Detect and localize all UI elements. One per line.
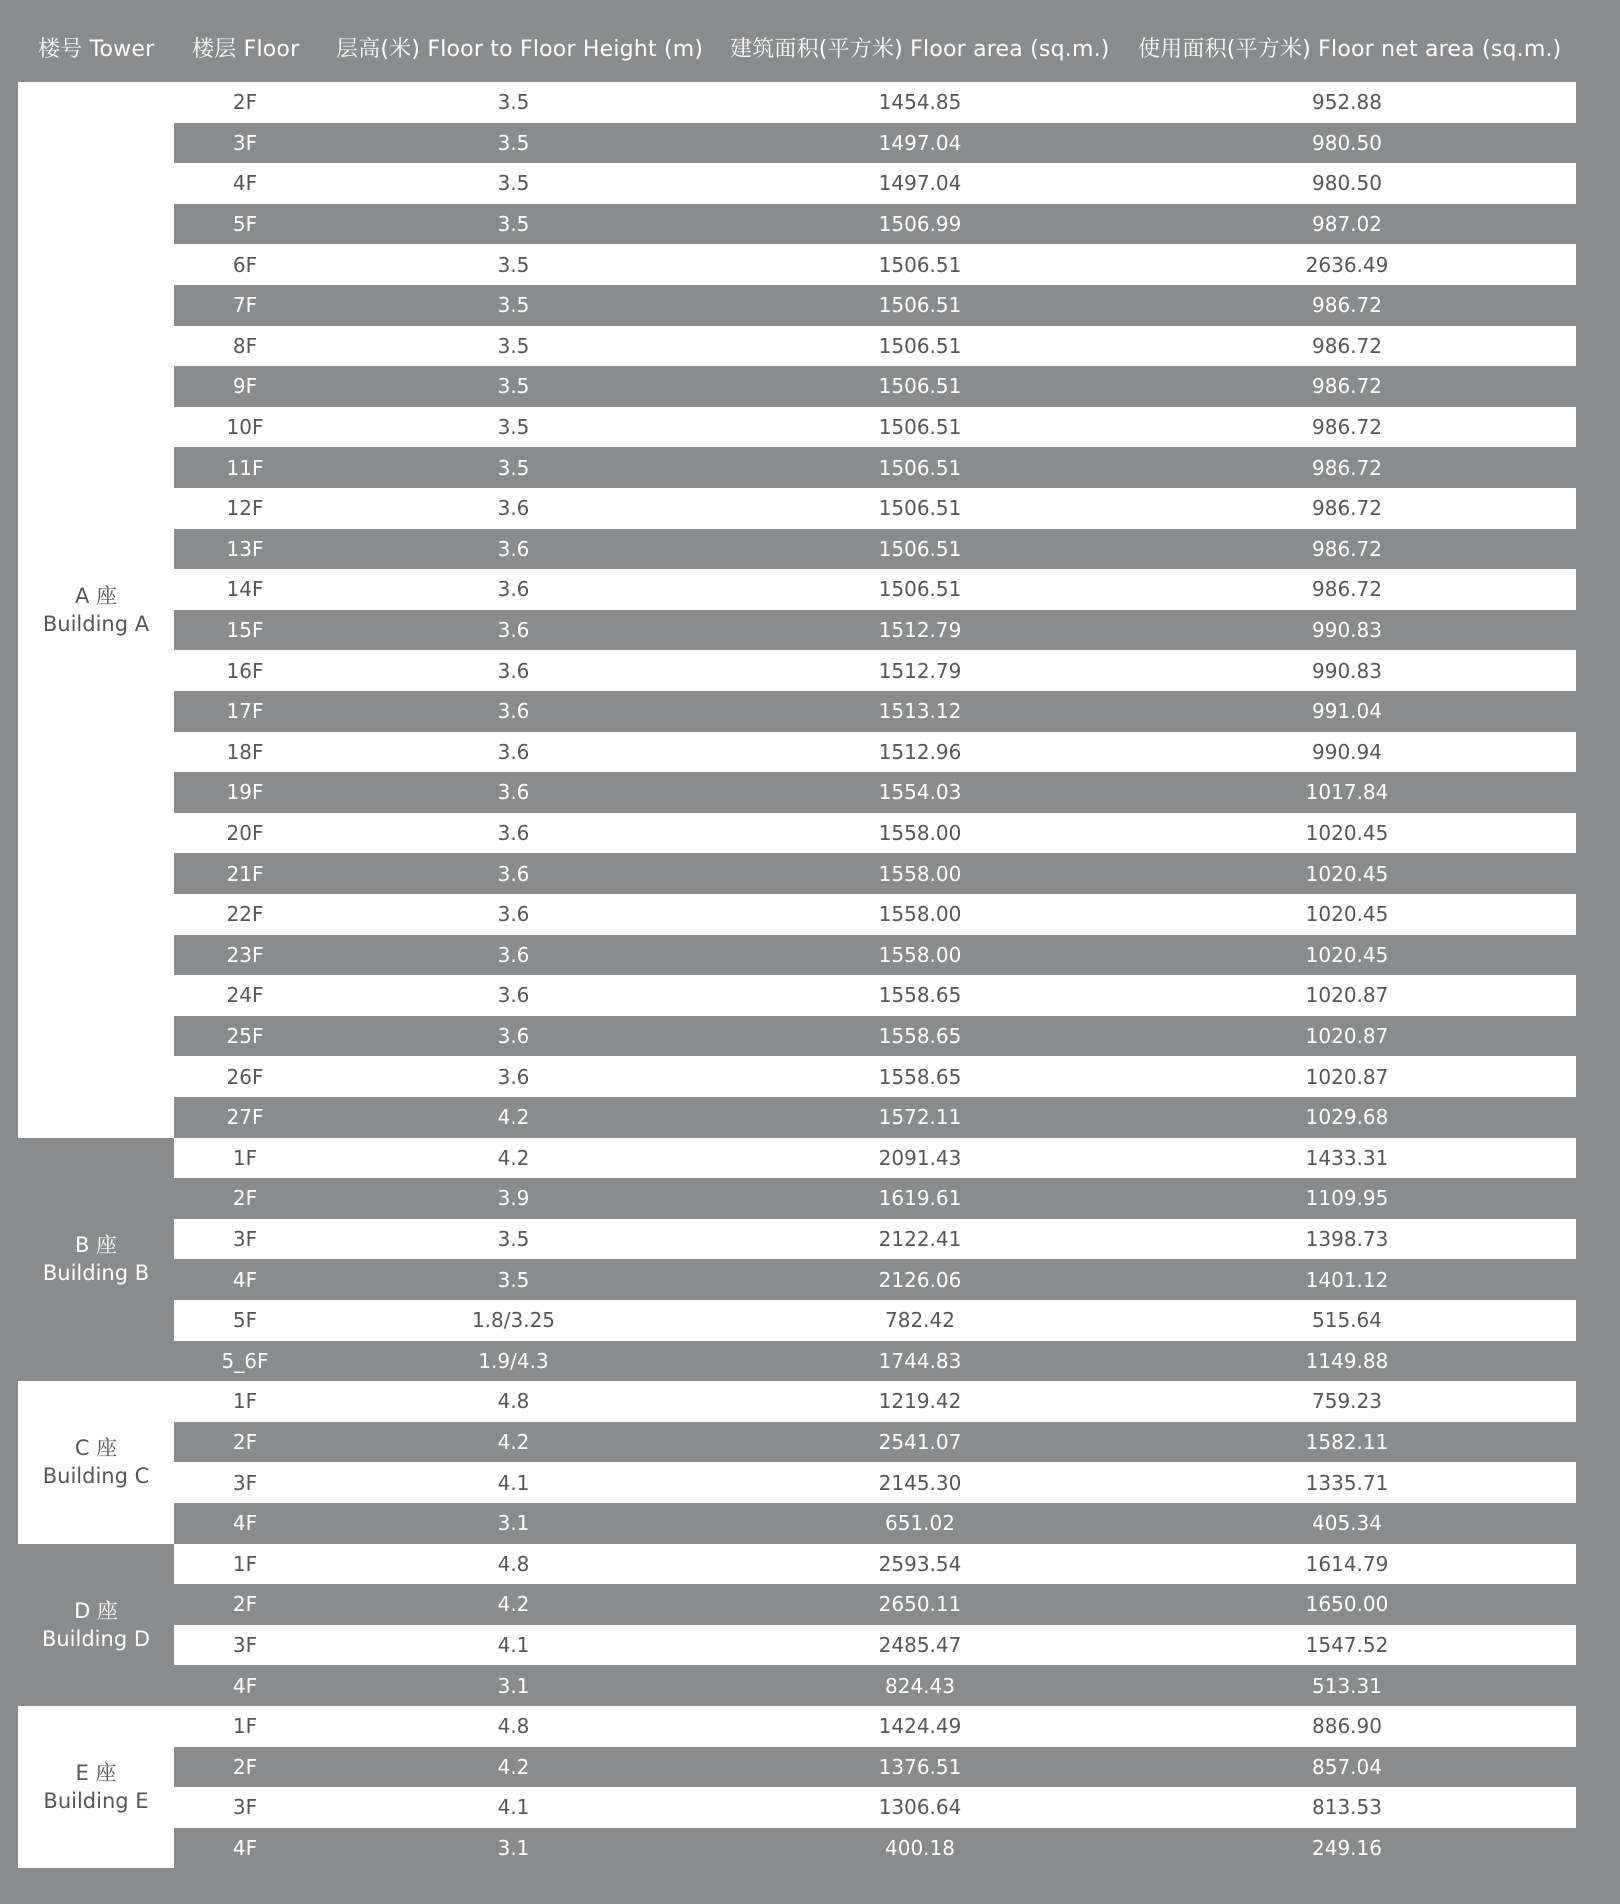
table-row	[0, 813, 1620, 854]
cell-height: 3.5	[497, 130, 530, 155]
table-row	[0, 1625, 1620, 1666]
cell-floor: 1F	[232, 1551, 258, 1576]
cell-area: 824.43	[885, 1673, 955, 1698]
cell-area: 1454.85	[878, 90, 962, 115]
cell-floor: 10F	[226, 415, 264, 440]
table-row	[0, 1503, 1620, 1544]
cell-height: 4.1	[497, 1795, 530, 1820]
table-row	[0, 610, 1620, 651]
cell-height: 3.6	[497, 496, 530, 521]
table-row	[0, 732, 1620, 773]
table-row	[0, 1706, 1620, 1747]
table-row	[0, 366, 1620, 407]
cell-height: 3.6	[497, 699, 530, 724]
table-row	[0, 1544, 1620, 1585]
table-row	[0, 447, 1620, 488]
table-row	[0, 1138, 1620, 1179]
cell-height: 3.6	[497, 577, 530, 602]
cell-area: 1506.51	[878, 415, 962, 440]
cell-floor: 3F	[232, 130, 258, 155]
cell-area: 1506.51	[878, 293, 962, 318]
tower-name-en: Building E	[43, 1789, 149, 1814]
cell-net: 986.72	[1312, 293, 1382, 318]
cell-floor: 4F	[232, 1673, 258, 1698]
cell-height: 3.6	[497, 902, 530, 927]
cell-area: 1506.51	[878, 333, 962, 358]
table-row	[0, 691, 1620, 732]
tower-cell	[18, 1544, 174, 1706]
table-row	[0, 1056, 1620, 1097]
cell-net: 1020.87	[1305, 1064, 1389, 1089]
cell-net: 1020.45	[1305, 821, 1389, 846]
cell-floor: 7F	[232, 293, 258, 318]
cell-floor: 15F	[226, 618, 264, 643]
table-row	[0, 772, 1620, 813]
cell-net: 1020.45	[1305, 902, 1389, 927]
cell-area: 2650.11	[878, 1592, 962, 1617]
cell-area: 1506.51	[878, 252, 962, 277]
cell-height: 3.1	[497, 1511, 530, 1536]
cell-height: 4.1	[497, 1470, 530, 1495]
header-floor-area: 建筑面积(平方米) Floor area (sq.m.)	[730, 37, 1110, 62]
cell-height: 3.5	[497, 252, 530, 277]
tower-name-en: Building B	[42, 1261, 150, 1286]
cell-height: 4.2	[497, 1592, 530, 1617]
cell-floor: 2F	[232, 1186, 258, 1211]
table-row	[0, 1787, 1620, 1828]
table-row	[0, 935, 1620, 976]
cell-net: 813.53	[1312, 1795, 1382, 1820]
cell-area: 2485.47	[878, 1633, 962, 1658]
cell-height: 1.8/3.25	[471, 1308, 556, 1333]
cell-height: 3.5	[497, 212, 530, 237]
cell-area: 1512.79	[878, 618, 962, 643]
cell-floor: 5F	[232, 212, 258, 237]
cell-net: 1020.87	[1305, 1024, 1389, 1049]
cell-net: 986.72	[1312, 577, 1382, 602]
cell-height: 3.6	[497, 618, 530, 643]
table-header	[0, 0, 1620, 82]
cell-floor: 22F	[226, 902, 264, 927]
header-height: 层高(米) Floor to Floor Height (m)	[336, 37, 704, 62]
cell-net: 991.04	[1312, 699, 1382, 724]
cell-area: 1506.51	[878, 374, 962, 399]
table-row	[0, 1178, 1620, 1219]
cell-height: 3.5	[497, 171, 530, 196]
cell-net: 1614.79	[1305, 1551, 1389, 1576]
cell-area: 1558.00	[878, 902, 962, 927]
tower-name-cn: E 座	[75, 1761, 117, 1786]
cell-area: 1558.00	[878, 861, 962, 886]
table-row	[0, 1300, 1620, 1341]
cell-floor: 2F	[232, 90, 258, 115]
cell-height: 4.2	[497, 1430, 530, 1455]
cell-floor: 2F	[232, 1754, 258, 1779]
cell-net: 980.50	[1312, 171, 1382, 196]
cell-area: 782.42	[885, 1308, 955, 1333]
cell-net: 1401.12	[1305, 1267, 1389, 1292]
cell-height: 4.2	[497, 1105, 530, 1130]
cell-height: 3.6	[497, 739, 530, 764]
cell-area: 1497.04	[878, 130, 962, 155]
cell-area: 1572.11	[878, 1105, 962, 1130]
cell-floor: 4F	[232, 171, 258, 196]
cell-height: 3.6	[497, 1064, 530, 1089]
cell-net: 513.31	[1312, 1673, 1382, 1698]
cell-area: 1558.00	[878, 942, 962, 967]
cell-area: 2541.07	[878, 1430, 962, 1455]
cell-net: 2636.49	[1305, 252, 1389, 277]
cell-floor: 4F	[232, 1267, 258, 1292]
cell-net: 986.72	[1312, 333, 1382, 358]
cell-floor: 3F	[232, 1633, 258, 1658]
table-row	[0, 1097, 1620, 1138]
cell-height: 4.2	[497, 1754, 530, 1779]
cell-floor: 25F	[226, 1024, 264, 1049]
cell-floor: 11F	[226, 455, 264, 480]
tower-name-cn: A 座	[74, 583, 118, 608]
table-row	[0, 1665, 1620, 1706]
cell-area: 1558.65	[878, 983, 962, 1008]
cell-net: 986.72	[1312, 496, 1382, 521]
table-row	[0, 569, 1620, 610]
cell-net: 1582.11	[1305, 1430, 1389, 1455]
cell-area: 1744.83	[878, 1348, 962, 1373]
cell-area: 1497.04	[878, 171, 962, 196]
cell-area: 1306.64	[878, 1795, 962, 1820]
table-row	[0, 326, 1620, 367]
cell-height: 3.5	[497, 90, 530, 115]
cell-height: 3.5	[497, 415, 530, 440]
cell-height: 3.6	[497, 861, 530, 886]
cell-floor: 2F	[232, 1592, 258, 1617]
cell-net: 987.02	[1312, 212, 1382, 237]
cell-area: 1506.51	[878, 536, 962, 561]
cell-net: 986.72	[1312, 415, 1382, 440]
table-row	[0, 285, 1620, 326]
cell-floor: 18F	[226, 739, 264, 764]
table-row	[0, 1828, 1620, 1869]
table-row	[0, 1016, 1620, 1057]
cell-height: 3.5	[497, 1267, 530, 1292]
header-floor: 楼层 Floor	[192, 37, 300, 62]
cell-height: 4.2	[497, 1145, 530, 1170]
cell-floor: 13F	[226, 536, 264, 561]
table-row	[0, 1747, 1620, 1788]
cell-area: 1513.12	[878, 699, 962, 724]
cell-area: 1512.96	[878, 739, 962, 764]
cell-floor: 27F	[226, 1105, 264, 1130]
table-row	[0, 123, 1620, 164]
cell-height: 3.6	[497, 983, 530, 1008]
cell-net: 952.88	[1312, 90, 1382, 115]
cell-net: 1020.45	[1305, 861, 1389, 886]
table-row	[0, 1584, 1620, 1625]
cell-net: 1029.68	[1305, 1105, 1389, 1130]
cell-area: 651.02	[885, 1511, 955, 1536]
tower-name-cn: B 座	[74, 1233, 118, 1258]
cell-net: 986.72	[1312, 536, 1382, 561]
cell-floor: 3F	[232, 1470, 258, 1495]
cell-net: 1020.45	[1305, 942, 1389, 967]
cell-floor: 14F	[226, 577, 264, 602]
cell-area: 1376.51	[878, 1754, 962, 1779]
tower-cell	[18, 1706, 174, 1868]
cell-area: 1554.03	[878, 780, 962, 805]
cell-area: 2091.43	[878, 1145, 962, 1170]
cell-floor: 19F	[226, 780, 264, 805]
cell-height: 3.6	[497, 821, 530, 846]
cell-floor: 1F	[232, 1389, 258, 1414]
cell-net: 1017.84	[1305, 780, 1389, 805]
cell-area: 1424.49	[878, 1714, 962, 1739]
cell-floor: 1F	[232, 1145, 258, 1170]
cell-area: 1512.79	[878, 658, 962, 683]
cell-floor: 21F	[226, 861, 264, 886]
table-row	[0, 244, 1620, 285]
cell-area: 400.18	[885, 1836, 955, 1861]
cell-height: 3.6	[497, 942, 530, 967]
cell-height: 3.5	[497, 333, 530, 358]
tower-name-cn: D 座	[74, 1598, 118, 1623]
cell-net: 249.16	[1312, 1836, 1382, 1861]
cell-net: 405.34	[1312, 1511, 1382, 1536]
cell-floor: 12F	[226, 496, 264, 521]
cell-height: 4.1	[497, 1633, 530, 1658]
cell-area: 1506.51	[878, 496, 962, 521]
cell-floor: 8F	[232, 333, 258, 358]
cell-height: 3.5	[497, 293, 530, 318]
table-row	[0, 1341, 1620, 1382]
cell-net: 1547.52	[1305, 1633, 1389, 1658]
cell-net: 857.04	[1312, 1754, 1382, 1779]
cell-height: 3.6	[497, 536, 530, 561]
cell-height: 3.1	[497, 1673, 530, 1698]
cell-area: 2122.41	[878, 1227, 962, 1252]
cell-floor: 4F	[232, 1836, 258, 1861]
table-row	[0, 650, 1620, 691]
cell-height: 1.9/4.3	[478, 1348, 549, 1373]
tower-cell	[18, 1138, 174, 1382]
cell-height: 3.5	[497, 1227, 530, 1252]
cell-area: 1506.51	[878, 455, 962, 480]
cell-floor: 3F	[232, 1795, 258, 1820]
table-row	[0, 1259, 1620, 1300]
header-net-area: 使用面积(平方米) Floor net area (sq.m.)	[1138, 37, 1562, 62]
cell-floor: 17F	[226, 699, 264, 724]
cell-height: 3.1	[497, 1836, 530, 1861]
table-row	[0, 529, 1620, 570]
cell-net: 986.72	[1312, 455, 1382, 480]
cell-floor: 6F	[232, 252, 258, 277]
cell-net: 1398.73	[1305, 1227, 1389, 1252]
table-row	[0, 82, 1620, 123]
tower-name-cn: C 座	[74, 1436, 118, 1461]
cell-area: 1506.99	[878, 212, 962, 237]
cell-height: 4.8	[497, 1551, 530, 1576]
cell-floor: 26F	[226, 1064, 264, 1089]
cell-height: 3.5	[497, 455, 530, 480]
cell-floor: 5F	[232, 1308, 258, 1333]
cell-net: 986.72	[1312, 374, 1382, 399]
cell-net: 886.90	[1312, 1714, 1382, 1739]
cell-height: 4.8	[497, 1714, 530, 1739]
cell-area: 2126.06	[878, 1267, 962, 1292]
cell-net: 1149.88	[1305, 1348, 1389, 1373]
cell-area: 1558.65	[878, 1064, 962, 1089]
table-row	[0, 894, 1620, 935]
cell-area: 1558.65	[878, 1024, 962, 1049]
tower-cell	[18, 1381, 174, 1543]
table-row	[0, 1219, 1620, 1260]
cell-net: 515.64	[1312, 1308, 1382, 1333]
cell-floor: 24F	[226, 983, 264, 1008]
table-row	[0, 204, 1620, 245]
cell-floor: 9F	[232, 374, 258, 399]
table-row	[0, 1462, 1620, 1503]
cell-height: 3.6	[497, 780, 530, 805]
cell-height: 3.5	[497, 374, 530, 399]
cell-net: 1335.71	[1305, 1470, 1389, 1495]
cell-net: 759.23	[1312, 1389, 1382, 1414]
cell-area: 1506.51	[878, 577, 962, 602]
cell-area: 1619.61	[878, 1186, 962, 1211]
tower-name-en: Building D	[41, 1626, 151, 1651]
table-row	[0, 407, 1620, 448]
cell-floor: 1F	[232, 1714, 258, 1739]
cell-area: 2593.54	[878, 1551, 962, 1576]
cell-area: 2145.30	[878, 1470, 962, 1495]
cell-floor: 5_6F	[221, 1348, 269, 1373]
table-row	[0, 975, 1620, 1016]
cell-floor: 3F	[232, 1227, 258, 1252]
cell-height: 4.8	[497, 1389, 530, 1414]
cell-net: 990.83	[1312, 618, 1382, 643]
cell-net: 1109.95	[1305, 1186, 1389, 1211]
table-row	[0, 488, 1620, 529]
cell-height: 3.6	[497, 658, 530, 683]
cell-height: 3.6	[497, 1024, 530, 1049]
cell-net: 1433.31	[1305, 1145, 1389, 1170]
cell-net: 990.94	[1312, 739, 1382, 764]
cell-floor: 20F	[226, 821, 264, 846]
cell-net: 980.50	[1312, 130, 1382, 155]
table-row	[0, 1422, 1620, 1463]
header-tower: 楼号 Tower	[38, 37, 155, 62]
tower-name-en: Building C	[42, 1464, 150, 1489]
cell-floor: 4F	[232, 1511, 258, 1536]
cell-net: 1020.87	[1305, 983, 1389, 1008]
cell-net: 1650.00	[1305, 1592, 1389, 1617]
table-row	[0, 1381, 1620, 1422]
table-row	[0, 853, 1620, 894]
cell-height: 3.9	[497, 1186, 530, 1211]
tower-name-en: Building A	[42, 611, 150, 636]
cell-floor: 23F	[226, 942, 264, 967]
cell-area: 1558.00	[878, 821, 962, 846]
cell-net: 990.83	[1312, 658, 1382, 683]
table-row	[0, 163, 1620, 204]
cell-floor: 2F	[232, 1430, 258, 1455]
cell-area: 1219.42	[878, 1389, 962, 1414]
cell-floor: 16F	[226, 658, 264, 683]
tower-cell	[18, 82, 174, 1138]
